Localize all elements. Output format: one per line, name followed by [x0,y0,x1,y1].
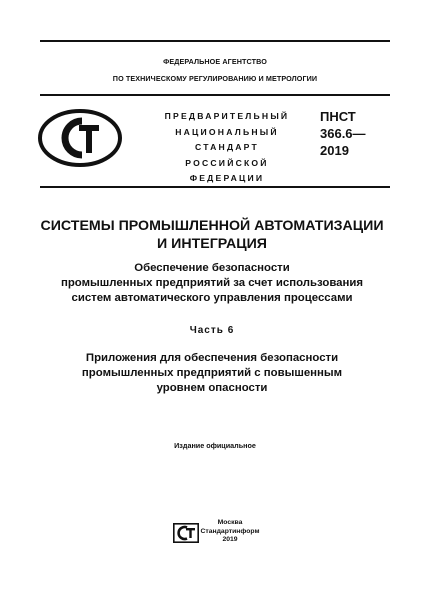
publisher-city: Москва [217,519,243,526]
publisher-name: Стандартинформ [200,527,260,535]
part-title-line: уровнем опасности [156,382,268,394]
header-rule [40,94,390,96]
agency-name-line1: ФЕДЕРАЛЬНОЕ АГЕНТСТВО [163,57,267,66]
standard-kind-line: ФЕДЕРАЦИИ [189,173,265,184]
publication-year: 2019 [222,536,238,544]
standard-code [320,108,390,159]
standard-code-line3: 2019 [320,143,349,158]
part-title [20,351,404,396]
standard-kind [152,109,302,187]
subtitle-line: промышленных предприятий за счет использования [60,277,364,289]
standard-kind-line: ПРЕДВАРИТЕЛЬНЫЙ [164,111,290,121]
top-rule [40,40,390,42]
part-number: Часть 6 [189,325,235,336]
standard-kind-line: НАЦИОНАЛЬНЫЙ [175,126,279,137]
agency-name-line2: ПО ТЕХНИЧЕСКОМУ РЕГУЛИРОВАНИЮ И МЕТРОЛОГИИ [112,74,318,83]
publisher-info [200,519,260,545]
subtitle-line: Обеспечение безопасности [134,262,290,274]
document-title [20,217,404,253]
standard-code-line2: 366.6— [320,126,366,141]
edition-label: Издание официальное [174,441,256,450]
standartinform-logo-icon [173,523,199,543]
standard-kind-line: РОССИЙСКОЙ [185,157,269,168]
gost-r-emblem-icon [38,108,122,168]
part-title-line: Приложения для обеспечения безопасности [85,352,339,364]
part-title-line: промышленных предприятий с повышенным [81,367,343,379]
title-block-rule [40,186,390,188]
document-title-line1: СИСТЕМЫ ПРОМЫШЛЕННОЙ АВТОМАТИЗАЦИИ [40,218,384,234]
subtitle-line: систем автоматического управления процессами [71,292,353,304]
standard-kind-line: СТАНДАРТ [195,142,259,153]
document-subtitle [20,261,404,306]
document-title-line2: И ИНТЕГРАЦИЯ [157,236,267,252]
standard-code-line1: ПНСТ [320,109,356,124]
